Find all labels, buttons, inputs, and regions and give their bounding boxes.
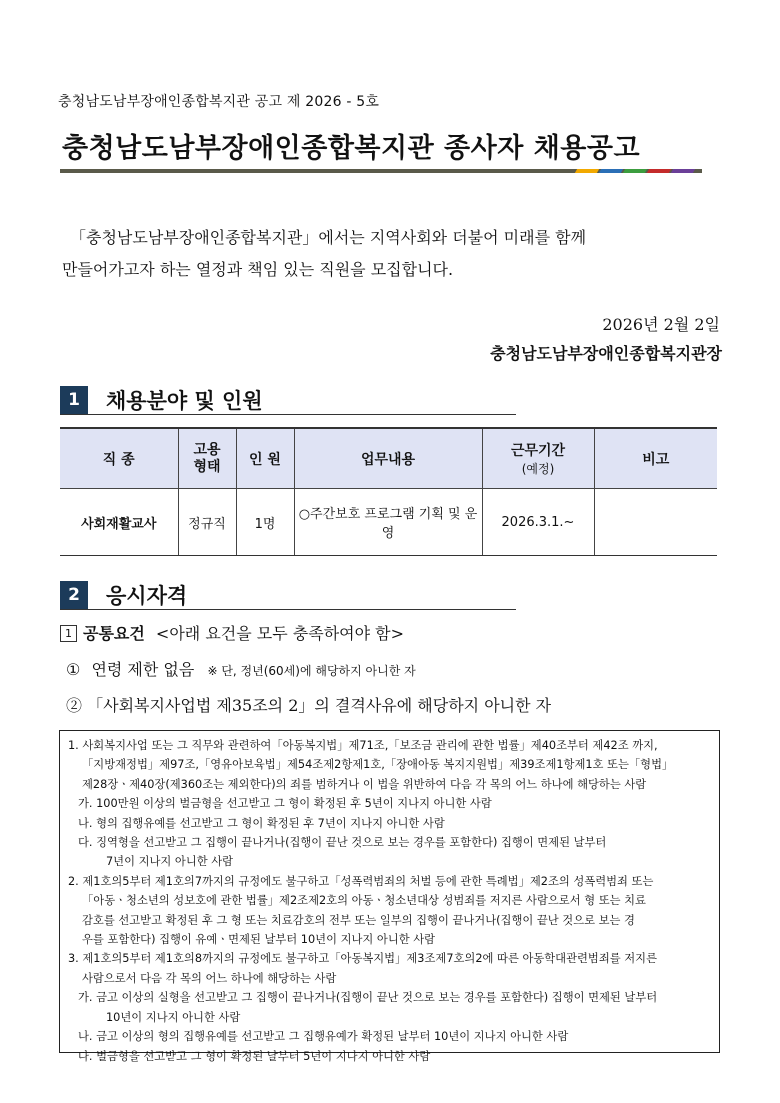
signer: 충청남도남부장애인종합복지관장	[490, 344, 722, 363]
section-1-title: 채용분야 및 인원	[106, 389, 263, 413]
intro-line-1: 「충청남도남부장애인종합복지관」에서는 지역사회와 더불어 미래를 함께	[70, 228, 587, 247]
item-1-marker: ①	[66, 660, 81, 679]
requirement-item-1	[66, 657, 416, 680]
header-duty: 업무내용	[294, 428, 482, 489]
header-job: 직 종	[60, 428, 178, 489]
box-line: 2. 제1호의5부터 제1호의7까지의 규정에도 불구하고「성폭력범죄의 처벌 등에 관한 특례법」제2조의 성폭력범죄 또는	[68, 874, 654, 888]
box-line: 제28장ㆍ제40장(제360조는 제외한다)의 죄를 범하거나 이 법을 위반하여 다음 각 목의 어느 하나에 해당하는 사람	[82, 777, 647, 791]
section-1-number: 1	[60, 386, 88, 414]
title-underline	[60, 169, 702, 173]
box-line: 사람으로서 다음 각 목의 어느 하나에 해당하는 사람	[82, 971, 337, 985]
section-1-rule	[60, 414, 516, 415]
box-line: 우를 포함한다) 집행이 유예ㆍ면제된 날부터 10년이 지나지 아니한 사람	[82, 933, 436, 947]
box-line: 나. 금고 이상의 형의 집행유예를 선고받고 그 집행유예가 확정된 날부터 10년이 지나지 아니한 사람	[78, 1030, 569, 1044]
section-2-title: 응시자격	[106, 584, 188, 608]
header-count: 인 원	[236, 428, 294, 489]
box-line: 나. 형의 집행유예를 선고받고 그 형이 확정된 후 7년이 지나지 아니한 사람	[78, 816, 445, 830]
cell-type: 정규직	[178, 489, 236, 556]
box-line: 7년이 지나지 아니한 사람	[106, 855, 234, 869]
box-line: 「아동ㆍ청소년의 성보호에 관한 법률」제2조제2호의 아동ㆍ청소년대상 성범죄를 저지른 사람으로서 형 또는 치료	[82, 894, 646, 908]
requirement-description: <아래 요건을 모두 충족하여야 함>	[155, 624, 405, 643]
header-type: 고용 형태	[178, 428, 236, 489]
disqualification-box	[59, 730, 720, 1063]
section-2-number: 2	[60, 581, 88, 609]
requirement-number-box: 1	[60, 625, 77, 642]
box-line: 감호를 선고받고 확정된 후 그 형 또는 치료감호의 전부 또는 일부의 집행이 끝나거나(집행이 끝난 것으로 보는 경	[82, 913, 635, 927]
box-line: 「지방재정법」제97조,「영유아보육법」제54조제2항제1호,「장애아동 복지지원법」제39조제1항제1호 또는「형법」	[82, 758, 674, 772]
intro-paragraph	[62, 222, 712, 286]
common-requirements-heading	[60, 621, 404, 644]
box-line: 10년이 지나지 아니한 사람	[106, 1010, 241, 1024]
item-1-text: 연령 제한 없음	[91, 660, 195, 679]
cell-period: 2026.3.1.~	[482, 489, 594, 556]
section-2-rule	[60, 609, 516, 610]
cell-note	[594, 489, 717, 556]
box-line: 가. 100만원 이상의 벌금형을 선고받고 그 형이 확정된 후 5년이 지나지 아니한 사람	[78, 797, 492, 811]
item-1-note: ※ 단, 정년(60세)에 해당하지 아니한 자	[207, 664, 416, 678]
box-line: 1. 사회복지사업 또는 그 직무와 관련하여「아동복지법」제71조,「보조금 관리에 관한 법률」제40조부터 제42조 까지,	[68, 739, 658, 752]
cell-count: 1명	[236, 489, 294, 556]
page-title: 충청남도남부장애인종합복지관 종사자 채용공고	[62, 133, 641, 164]
requirement-item-2	[66, 693, 551, 716]
box-line: 가. 금고 이상의 실형을 선고받고 그 집행이 끝나거나(집행이 끝난 것으로 보는 경우를 포함한다) 집행이 면제된 날부터	[78, 991, 658, 1005]
notice-number: 충청남도남부장애인종합복지관 공고 제 2026 - 5호	[58, 94, 380, 110]
box-line: 다. 벌금형을 선고받고 그 형이 확정된 날부터 5년이 지나지 아니한 사람	[78, 1049, 431, 1063]
header-note: 비고	[594, 428, 717, 489]
intro-line-2: 만들어가고자 하는 열정과 책임 있는 직원을 모집합니다.	[62, 260, 454, 279]
box-line: 다. 징역형을 선고받고 그 집행이 끝나거나(집행이 끝난 것으로 보는 경우를 포함한다) 집행이 면제된 날부터	[78, 836, 607, 850]
item-2-marker: ②	[66, 696, 83, 715]
table-row	[60, 489, 717, 556]
header-period: 근무기간 (예정)	[482, 428, 594, 489]
requirement-title: 공통요건	[83, 624, 145, 643]
notice-date: 2026년 2월 2일	[602, 315, 720, 334]
item-2-text: 「사회복지사업법 제35조의 2」의 결격사유에 해당하지 아니한 자	[87, 696, 552, 715]
table-header-row	[60, 428, 717, 489]
box-line: 3. 제1호의5부터 제1호의8까지의 규정에도 불구하고「아동복지법」제3조제7호의2에 따른 아동학대관련범죄를 저지른	[68, 952, 657, 966]
recruitment-table	[60, 427, 717, 556]
cell-job: 사회재활교사	[60, 489, 178, 556]
cell-duty: ○주간보호 프로그램 기획 및 운영	[294, 489, 482, 556]
